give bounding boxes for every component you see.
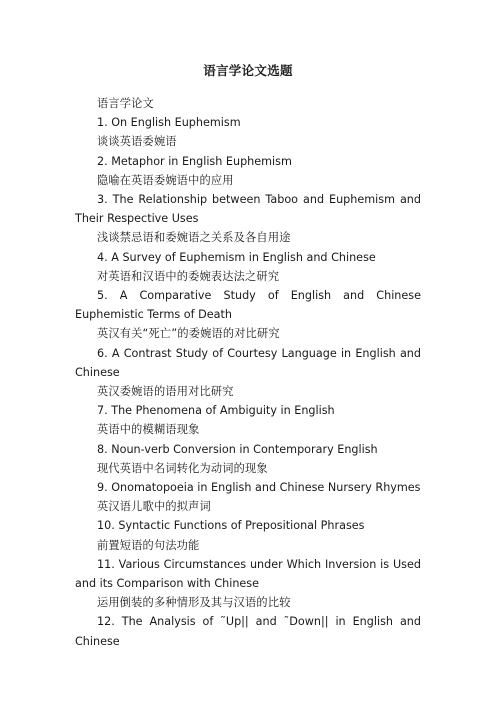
page-title: 语言学论文选题 bbox=[203, 63, 293, 78]
entry-line: 现代英语中名词转化为动词的现象 bbox=[97, 461, 268, 475]
entry-line: 5. A Comparative Study of English and Chinese Euphemistic Terms of Death bbox=[75, 289, 421, 322]
entry-line: 2. Metaphor in English Euphemism bbox=[97, 154, 292, 168]
entry-line: 英语中的模糊语现象 bbox=[97, 423, 200, 437]
entry-list bbox=[75, 94, 421, 651]
entry-line: 11. Various Circumstances under Which Inversion is Used and its Comparison with Chinese bbox=[75, 557, 421, 591]
entry-line: 英汉委婉语的语用对比研究 bbox=[97, 385, 234, 399]
entry-line: 6. A Contrast Study of Courtesy Language in English and Chinese bbox=[75, 346, 421, 379]
entry-line: 浅谈禁忌语和委婉语之关系及各自用途 bbox=[97, 231, 291, 245]
entry-line: 7. The Phenomena of Ambiguity in English bbox=[97, 404, 335, 418]
entry-line: 3. The Relationship between Taboo and Euphemism and Their Respective Uses bbox=[75, 193, 421, 226]
entry-line: 隐喻在英语委婉语中的应用 bbox=[97, 173, 234, 187]
entry-line: 谈谈英语委婉语 bbox=[97, 135, 177, 149]
entry-line: 运用倒装的多种情形及其与汉语的比较 bbox=[97, 596, 291, 610]
entry-line: 前置短语的句法功能 bbox=[97, 538, 200, 552]
entry-line: 9. Onomatopoeia in English and Chinese Nursery Rhymes bbox=[97, 481, 421, 495]
entry-line: 8. Noun-verb Conversion in Contemporary English bbox=[97, 442, 378, 456]
entry-line: 英汉有关“死亡”的委婉语的对比研究 bbox=[97, 327, 280, 341]
entry-line: 1. On English Euphemism bbox=[97, 116, 241, 130]
entry-line: 英汉语儿歌中的拟声词 bbox=[97, 500, 211, 514]
entry-line: 4. A Survey of Euphemism in English and Chinese bbox=[97, 250, 376, 264]
entry-line: 语言学论文 bbox=[97, 97, 154, 110]
entry-line: 12. The Analysis of ˜Up|| and ˜Down|| in English and Chinese bbox=[75, 615, 421, 648]
entry-line: 对英语和汉语中的委婉表达法之研究 bbox=[97, 269, 280, 283]
entry-line: 10. Syntactic Functions of Prepositional Phrases bbox=[97, 519, 365, 533]
